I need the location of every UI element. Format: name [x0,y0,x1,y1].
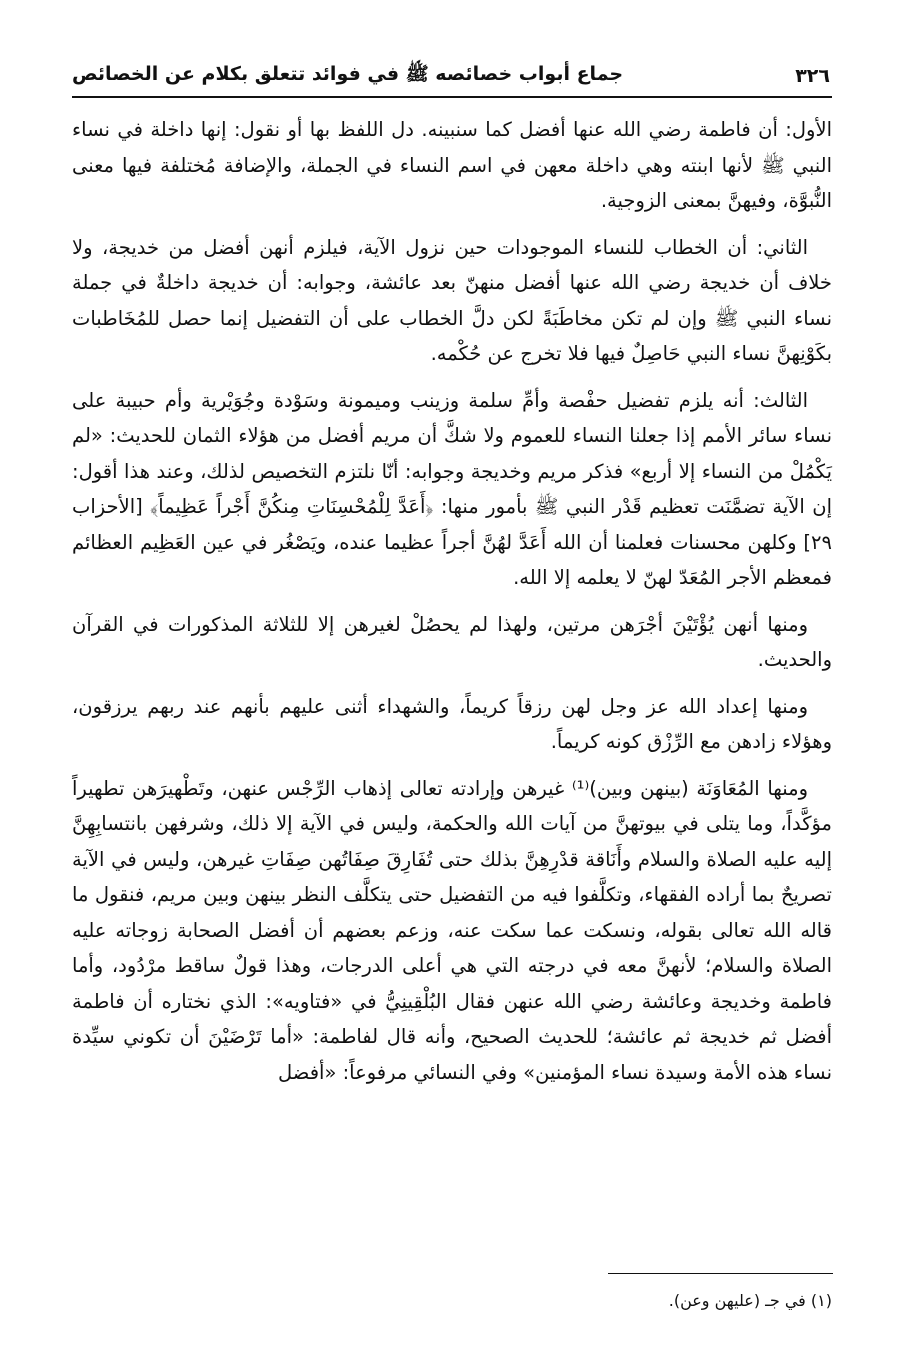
page-number: ٣٢٦ [795,65,830,87]
paragraph-third: الثالث: أنه يلزم تفضيل حفْصة وأمِّ سلمة وزينب وميمونة وسَوْدة وجُوَيْرية وأم حبيبة على نساء سائر الأمم إذا جعلنا النساء للعموم ولا شكَّ أن مريم أفضل من هؤلاء الثمان للحديث: «لم يَكْمُلْ من النساء إلا أربع» فذكر مريم وخديجة وجوابه: أنّا نلتزم التخصيص لذلك، وعند هذا أقول: إن الآية تضمَّنَت تعظيم قَدْر النبي ﷺ بأمور منها: ﴿أَعَدَّ لِلْمُحْسِنَاتِ مِنكُنَّ أَجْراً عَظِيماً﴾ [الأحزاب ٢٩] وكلهن محسنات فعلمنا أن الله أَعَدَّ لهُنَّ أجراً عظيما عنده، ويَصْغُر في عين العَظِيم العظائم فمعظم الأجر المُعَدّ لهنّ لا يعلمه إلا الله. [72,388,832,589]
header-divider [72,96,832,98]
paragraph-second: الثاني: أن الخطاب للنساء الموجودات حين نزول الآية، فيلزم أنهن أفضل من خديجة، ولا خلاف أن خديجة رضي الله عنها أفضل منهنّ بعد عائشة، وجوابه: أن خديجة داخلةٌ في جملة نساء النبي ﷺ وإن لم تكن مخاطَبَةً لكن دلَّ الخطاب على أن التفضيل إنما حصل للمُخَاطبات بكَوْنِهنَّ نساء النبي حَاصِلٌ فيها فلا تخرج عن حُكْمه. [72,235,832,365]
paragraph-twice-reward: ومنها أنهن يُؤْتَيْنَ أجْرَهن مرتين، ولهذا لم يحصُلْ لغيرهن إلا للثلاثة المذكورات في القرآن والحديث. [72,612,832,671]
main-text [72,112,832,1101]
paragraph-assistance: ومنها المُعَاوَنَة (بينهن وبين)⁽¹⁾ غيرهن وإرادته تعالى إذهاب الرِّجْس عنهن، وتَطْهيرَهن تطهيراً مؤكَّداً، وما يتلى في بيوتهنَّ من آيات الله والحكمة، وليس في الآية إلا ذلك، وشرفهن بانتسابِهِنَّ إليه عليه الصلاة والسلام وأَنَاقة قدْرِهِنَّ بذلك حتى تُفَارِقَ صِفَاتُهن صِفَاتِ غيرهن، وليس في الآية تصريحٌ بما أراده الفقهاء، وتكلَّفوا فيه من التفضيل حتى يتكلَّف النظر بينهن وبين مريم، فنقول ما قاله الله تعالى بقوله، ونسكت عما سكت عنه، وزعم بعضهم أن أفضل الصحابة زوجاته عليه الصلاة والسلام؛ لأنهنَّ معه في درجته التي هي أعلى الدرجات، وهذا قولٌ ساقط مرْدُود، وأما فاطمة وخديجة وعائشة رضي الله عنهن فقال البُلْقِينِيُّ في «فتاويه»: الذي نختاره أن فاطمة أفضل ثم خديجة ثم عائشة؛ للحديث الصحيح، وأنه قال لفاطمة: «أما تَرْضَيْنَ أن تكوني سيِّدة نساء هذه الأمة وسيدة نساء المؤمنين» وفي النسائي مرفوعاً: «أفضل [72,776,832,1084]
footnote-divider [608,1273,833,1274]
footnote: (١) في جـ (عليهن وعن). [668,1291,832,1310]
paragraph-first: الأول: أن فاطمة رضي الله عنها أفضل كما سنبينه. دل اللفظ بها أو نقول: إنها داخلة في نساء النبي ﷺ لأنها ابنته وهي داخلة معهن في اسم النساء في الجملة، والإضافة مُختلفة فيها معنى النُّبوَّة، وفيهنَّ بمعنى الزوجية. [72,118,832,212]
chapter-title: جماع أبواب خصائصه ﷺ في فوائد تتعلق بكلام عن الخصائص [72,63,624,85]
paragraph-noble-provision: ومنها إعداد الله عز وجل لهن رزقاً كريماً، والشهداء أثنى عليهم بأنهم عند ربهم يرزقون، وهؤلاء زادهن مع الرِّزْق كونه كريماً. [72,694,832,753]
running-header [72,58,830,94]
